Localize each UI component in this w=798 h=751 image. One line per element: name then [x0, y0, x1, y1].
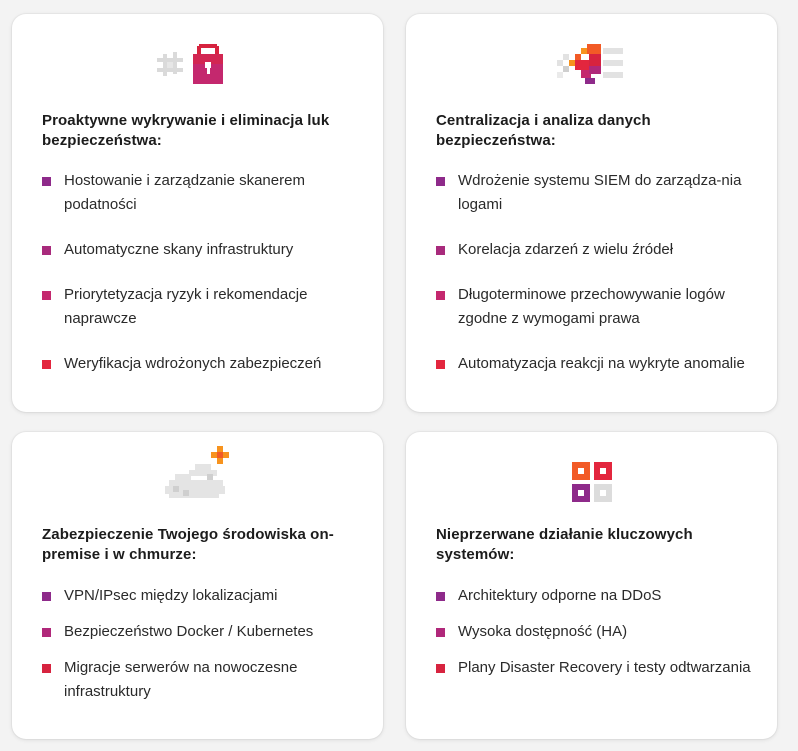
bullet-icon	[436, 246, 445, 255]
bullet-icon	[42, 291, 51, 300]
feature-list	[42, 584, 367, 716]
list-item: Bezpieczeństwo Docker / Kubernetes	[42, 620, 367, 644]
bullet-icon	[42, 592, 51, 601]
bullet-icon	[42, 246, 51, 255]
data-stack-icon	[406, 40, 777, 88]
list-item: Architektury odporne na DDoS	[436, 584, 761, 608]
list-item: Hostowanie i zarządzanie skanerem podatności	[42, 169, 367, 217]
list-item: Priorytetyzacja ryzyk i rekomendacje naprawcze	[42, 283, 367, 331]
bullet-icon	[436, 664, 445, 673]
feature-card-vulnerability	[12, 14, 383, 412]
list-item: Wysoka dostępność (HA)	[436, 620, 761, 644]
list-item: Weryfikacja wdrożonych zabezpieczeń	[42, 352, 367, 376]
list-item: Automatyczne skany infrastruktury	[42, 238, 367, 262]
card-title: Nieprzerwane działanie kluczowych systemów:	[436, 526, 693, 563]
list-item: Wdrożenie systemu SIEM do zarządza-nia logami	[436, 169, 761, 217]
feature-card-availability	[406, 432, 777, 739]
cloud-icon	[12, 450, 383, 498]
bullet-icon	[42, 628, 51, 637]
list-item: VPN/IPsec między lokalizacjami	[42, 584, 367, 608]
bullet-icon	[42, 360, 51, 369]
card-title: Zabezpieczenie Twojego środowiska on-premise i w chmurze:	[42, 526, 334, 563]
bullet-icon	[436, 360, 445, 369]
feature-list	[436, 584, 761, 692]
grid-squares-icon	[406, 458, 777, 506]
card-title: Proaktywne wykrywanie i eliminacja luk bezpieczeństwa:	[42, 112, 330, 149]
feature-list	[436, 169, 761, 397]
card-title: Centralizacja i analiza danych bezpieczeństwa:	[436, 112, 651, 149]
list-item: Automatyzacja reakcji na wykryte anomalie	[436, 352, 761, 376]
bullet-icon	[436, 177, 445, 186]
bullet-icon	[436, 291, 445, 300]
hash-lock-icon	[12, 40, 383, 88]
bullet-icon	[436, 592, 445, 601]
feature-list	[42, 169, 367, 397]
list-item: Migracje serwerów na nowoczesne infrastruktury	[42, 656, 367, 704]
bullet-icon	[436, 628, 445, 637]
list-item: Korelacja zdarzeń z wielu źródeł	[436, 238, 761, 262]
bullet-icon	[42, 664, 51, 673]
list-item: Długoterminowe przechowywanie logów zgodne z wymogami prawa	[436, 283, 761, 331]
feature-card-cloud	[12, 432, 383, 739]
bullet-icon	[42, 177, 51, 186]
feature-card-siem	[406, 14, 777, 412]
list-item: Plany Disaster Recovery i testy odtwarzania	[436, 656, 761, 680]
